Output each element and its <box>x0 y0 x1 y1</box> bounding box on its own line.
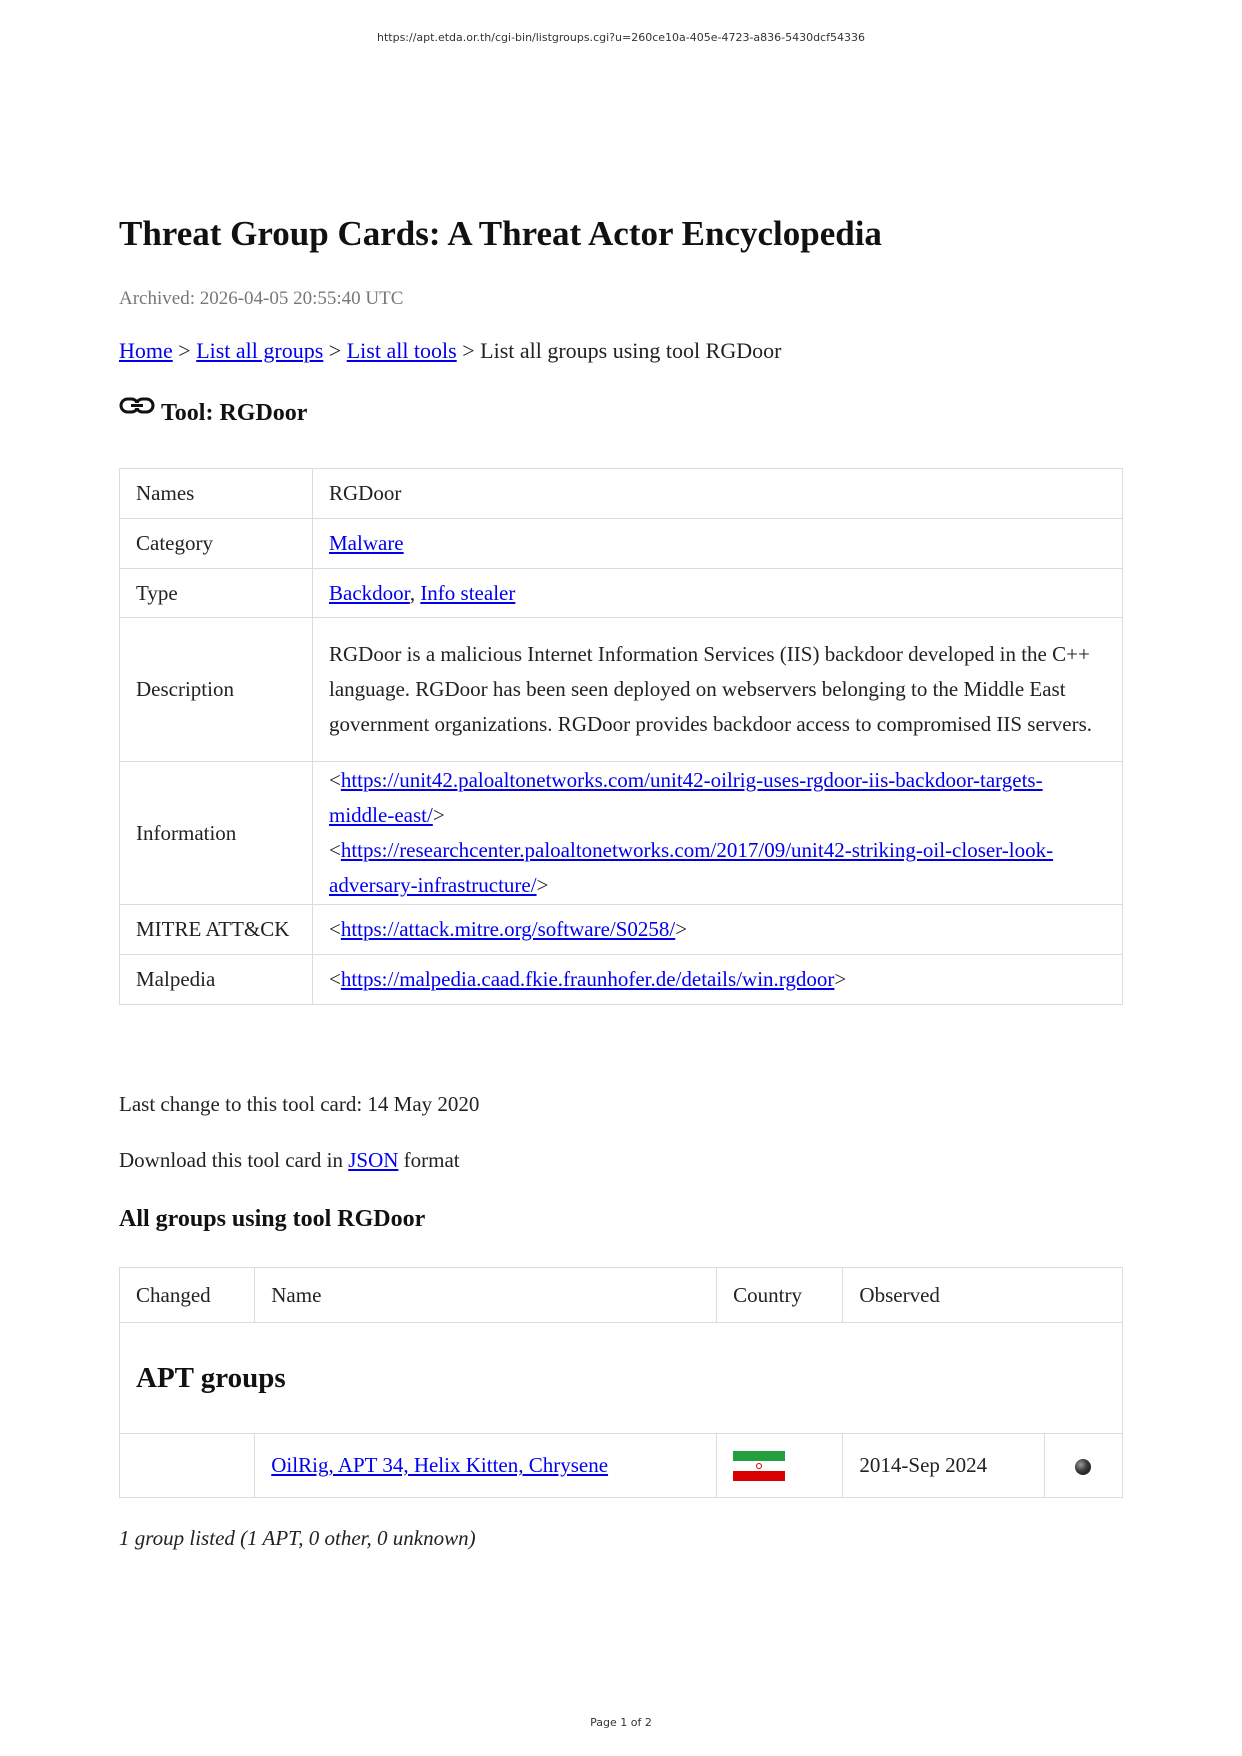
category-label: Category <box>120 519 313 569</box>
malpedia-link[interactable]: https://malpedia.caad.fkie.fraunhofer.de/details/win.rgdoor <box>340 967 835 991</box>
malpedia-cell <box>313 955 1123 1005</box>
information-link-2[interactable]: https://researchcenter.paloaltonetworks.com/2017/09/unit42-striking-oil-closer-look-adversary-infrastructure/ <box>329 838 1054 897</box>
angle-open: < <box>329 967 341 991</box>
group-link[interactable]: OilRig, APT 34, Helix Kitten, Chrysene <box>271 1453 609 1477</box>
row-observed: 2014-Sep 2024 <box>843 1434 1044 1498</box>
download-suffix: format <box>398 1148 460 1172</box>
angle-open: < <box>329 768 341 792</box>
mitre-label: MITRE ATT&CK <box>120 905 313 955</box>
iran-flag-icon <box>733 1451 785 1481</box>
table-row <box>120 569 1123 618</box>
table-row <box>120 955 1123 1005</box>
table-row <box>120 469 1123 519</box>
angle-close: > <box>536 873 549 897</box>
header-country: Country <box>717 1268 843 1323</box>
information-cell <box>313 762 1123 905</box>
section-apt-groups: APT groups <box>120 1323 1123 1434</box>
category-link[interactable]: Malware <box>329 531 404 555</box>
angle-close: > <box>432 803 445 827</box>
table-row <box>120 1434 1123 1498</box>
malpedia-label: Malpedia <box>120 955 313 1005</box>
type-separator: , <box>409 580 421 605</box>
breadcrumb-current: List all groups using tool RGDoor <box>480 338 782 363</box>
row-name-cell <box>255 1434 717 1498</box>
print-header-url: https://apt.etda.or.th/cgi-bin/listgroups.cgi?u=260ce10a-405e-4723-a836-5430dcf54336 <box>376 31 866 44</box>
groups-heading: All groups using tool RGDoor <box>119 1206 426 1232</box>
print-footer-page: Page 1 of 2 <box>590 1716 652 1729</box>
names-label: Names <box>120 469 313 519</box>
status-dot-icon <box>1075 1459 1091 1475</box>
breadcrumb-home-link[interactable]: Home <box>119 338 173 363</box>
section-row <box>120 1323 1123 1434</box>
tool-info-table <box>119 468 1123 1005</box>
mitre-link[interactable]: https://attack.mitre.org/software/S0258/ <box>340 917 676 941</box>
angle-open: < <box>329 838 341 862</box>
group-count-summary: 1 group listed (1 APT, 0 other, 0 unknown) <box>119 1526 476 1550</box>
type-cell <box>313 569 1123 618</box>
table-header-row <box>120 1268 1123 1323</box>
description-label: Description <box>120 618 313 762</box>
names-value: RGDoor <box>313 469 1123 519</box>
breadcrumb-separator: > <box>328 338 342 363</box>
information-label: Information <box>120 762 313 905</box>
link-icon <box>119 394 155 418</box>
type-info-stealer-link[interactable]: Info stealer <box>420 580 516 605</box>
breadcrumb <box>119 338 781 364</box>
header-changed: Changed <box>120 1268 255 1323</box>
angle-open: < <box>329 917 341 941</box>
header-name: Name <box>255 1268 717 1323</box>
angle-close: > <box>834 967 847 991</box>
type-label: Type <box>120 569 313 618</box>
row-changed <box>120 1434 255 1498</box>
json-download-link[interactable]: JSON <box>348 1148 399 1172</box>
information-link-1[interactable]: https://unit42.paloaltonetworks.com/unit42-oilrig-uses-rgdoor-iis-backdoor-targets-middle-east/ <box>329 768 1043 827</box>
breadcrumb-tools-link[interactable]: List all tools <box>346 338 457 363</box>
table-row <box>120 762 1123 905</box>
description-value: RGDoor is a malicious Internet Information Services (IIS) backdoor developed in the C++ language. RGDoor has been seen deployed on webservers belonging to the Middle East government organizations. RGDoor provides backdoor access to compromised IIS servers. <box>313 618 1123 762</box>
groups-table <box>119 1267 1123 1498</box>
category-cell <box>313 519 1123 569</box>
mitre-cell <box>313 905 1123 955</box>
table-row <box>120 519 1123 569</box>
download-prefix: Download this tool card in <box>119 1148 349 1172</box>
breadcrumb-separator: > <box>178 338 191 363</box>
page-title: Threat Group Cards: A Threat Actor Encyclopedia <box>119 214 882 253</box>
breadcrumb-separator: > <box>462 338 475 363</box>
archived-timestamp: Archived: 2026-04-05 20:55:40 UTC <box>119 288 404 309</box>
angle-close: > <box>675 917 688 941</box>
table-row <box>120 905 1123 955</box>
row-status-cell <box>1044 1434 1122 1498</box>
tool-heading-text: Tool: RGDoor <box>161 400 308 426</box>
table-row <box>120 618 1123 762</box>
breadcrumb-groups-link[interactable]: List all groups <box>196 338 324 363</box>
type-backdoor-link[interactable]: Backdoor <box>329 580 410 605</box>
last-change: Last change to this tool card: 14 May 2020 <box>119 1092 480 1116</box>
header-observed: Observed <box>843 1268 1123 1323</box>
download-line <box>119 1148 460 1173</box>
tool-heading <box>119 400 307 427</box>
row-country-cell <box>717 1434 843 1498</box>
